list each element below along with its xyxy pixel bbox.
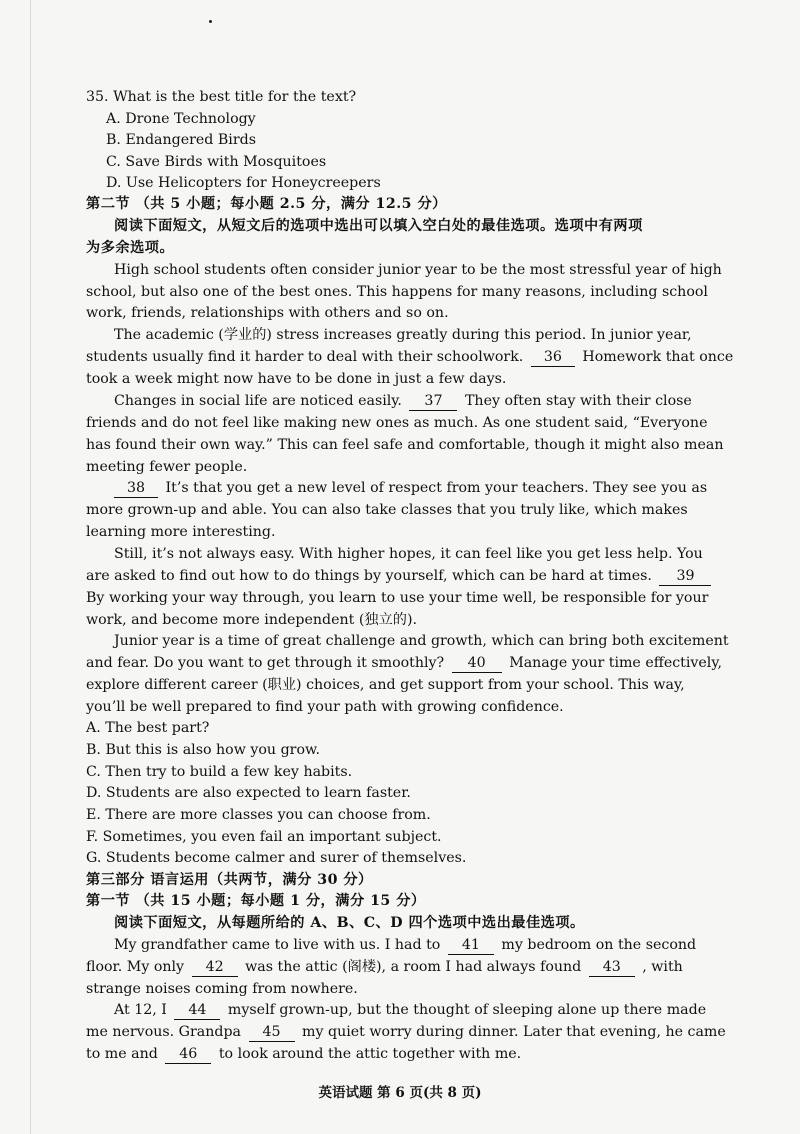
blank-37: 37 [409,393,457,411]
passage-line: took a week might now have to be done in just a few days. [86,371,507,387]
q35-option-d: D. Use Helicopters for Honeycreepers [106,175,381,191]
scan-dot [209,20,212,23]
passage-line: work, friends, relationships with others and so on. [86,305,449,321]
passage-text: and fear. Do you want to get through it smoothly? [86,655,445,671]
page-footer: 英语试题 第 6 页(共 8 页) [318,1085,482,1101]
passage-line: explore different career (职业) choices, and get support from your school. This way, [86,677,685,693]
passage-line: has found their own way.” This can feel safe and comfortable, though it might also mean [86,437,724,453]
cloze-text: to me and [86,1046,158,1062]
cloze-line [86,1022,726,1044]
passage-line: learning more interesting. [86,524,276,540]
cloze-text: myself grown-up, but the thought of sleeping alone up there made [227,1002,707,1018]
part-3-instruction: 阅读下面短文，从每题所给的 A、B、C、D 四个选项中选出最佳选项。 [114,915,585,931]
cloze-text: was the attic (阁楼), a room I had always found [245,959,582,975]
cloze-text: At 12, I [114,1002,167,1018]
cloze-text: my quiet worry during dinner. Later that evening, he came [302,1024,726,1040]
passage-line: Still, it’s not always easy. With higher hopes, it can feel like you get less help. You [114,546,703,562]
cloze-line [114,1000,714,1022]
passage-line: meeting fewer people. [86,459,248,475]
option-g: G. Students become calmer and surer of themselves. [86,850,467,866]
passage-line [86,347,734,369]
blank-43: 43 [589,959,635,977]
passage-line [86,566,695,588]
cloze-text: to look around the attic together with me. [218,1046,522,1062]
q35-option-c: C. Save Birds with Mosquitoes [106,154,327,170]
option-e: E. There are more classes you can choose from. [86,807,431,823]
passage-text: They often stay with their close [464,393,692,409]
passage-line: more grown-up and able. You can also take classes that you truly like, which makes [86,502,688,518]
passage-text: Homework that once [582,349,734,365]
blank-38: 38 [114,480,158,498]
part-3-header: 第三部分 语言运用（共两节，满分 30 分） [86,872,373,888]
passage-line: High school students often consider junior year to be the most stressful year of high [114,262,722,278]
passage-line [114,478,714,500]
cloze-text: My grandfather came to live with us. I had to [114,937,441,953]
passage-text: students usually find it harder to deal with their schoolwork. [86,349,524,365]
scan-edge [30,0,31,1134]
question-35-stem: 35. What is the best title for the text? [86,89,357,105]
blank-42: 42 [192,959,238,977]
option-f: F. Sometimes, you even fail an important subject. [86,829,442,845]
blank-36: 36 [531,349,575,367]
section-2-instruction-cont: 为多余选项。 [86,240,175,256]
option-a: A. The best part? [86,720,210,736]
cloze-text: floor. My only [86,959,185,975]
blank-41: 41 [448,937,494,955]
option-d: D. Students are also expected to learn faster. [86,785,411,801]
part-3-section-1-header: 第一节 （共 15 小题；每小题 1 分，满分 15 分） [86,893,426,909]
passage-text: Manage your time effectively, [509,655,722,671]
passage-text: It’s that you get a new level of respect from your teachers. They see you as [165,480,708,496]
cloze-text: my bedroom on the second [501,937,697,953]
blank-46: 46 [165,1046,211,1064]
q35-option-b: B. Endangered Birds [106,132,256,148]
q35-option-a: A. Drone Technology [106,111,256,127]
passage-text: are asked to find out how to do things by yourself, which can be hard at times. [86,568,652,584]
passage-line: you’ll be well prepared to find your path with growing confidence. [86,699,564,715]
passage-line: friends and do not feel like making new ones as much. As one student said, “Everyone [86,415,708,431]
option-c: C. Then try to build a few key habits. [86,764,353,780]
passage-line [86,653,722,675]
option-b: B. But this is also how you grow. [86,742,320,758]
passage-line: Junior year is a time of great challenge and growth, which can bring both excitement [114,633,729,649]
passage-line: school, but also one of the best ones. This happens for many reasons, including school [86,284,708,300]
blank-44: 44 [174,1002,220,1020]
cloze-line [86,957,686,979]
passage-text: Changes in social life are noticed easily. [114,393,402,409]
cloze-text: , with [642,959,683,975]
cloze-text: me nervous. Grandpa [86,1024,242,1040]
passage-line: By working your way through, you learn to use your time well, be responsible for your [86,590,709,606]
cloze-line [86,1044,686,1066]
cloze-line [114,935,714,957]
passage-line [114,391,714,413]
section-2-header: 第二节 （共 5 小题；每小题 2.5 分，满分 12.5 分） [86,196,447,212]
passage-line: The academic (学业的) stress increases greatly during this period. In junior year, [114,327,692,343]
blank-39: 39 [659,568,711,586]
cloze-line: strange noises coming from nowhere. [86,981,358,997]
blank-45: 45 [249,1024,295,1042]
blank-40: 40 [452,655,502,673]
section-2-instruction: 阅读下面短文，从短文后的选项中选出可以填入空白处的最佳选项。选项中有两项 [114,218,643,234]
passage-line: work, and become more independent (独立的). [86,612,418,628]
